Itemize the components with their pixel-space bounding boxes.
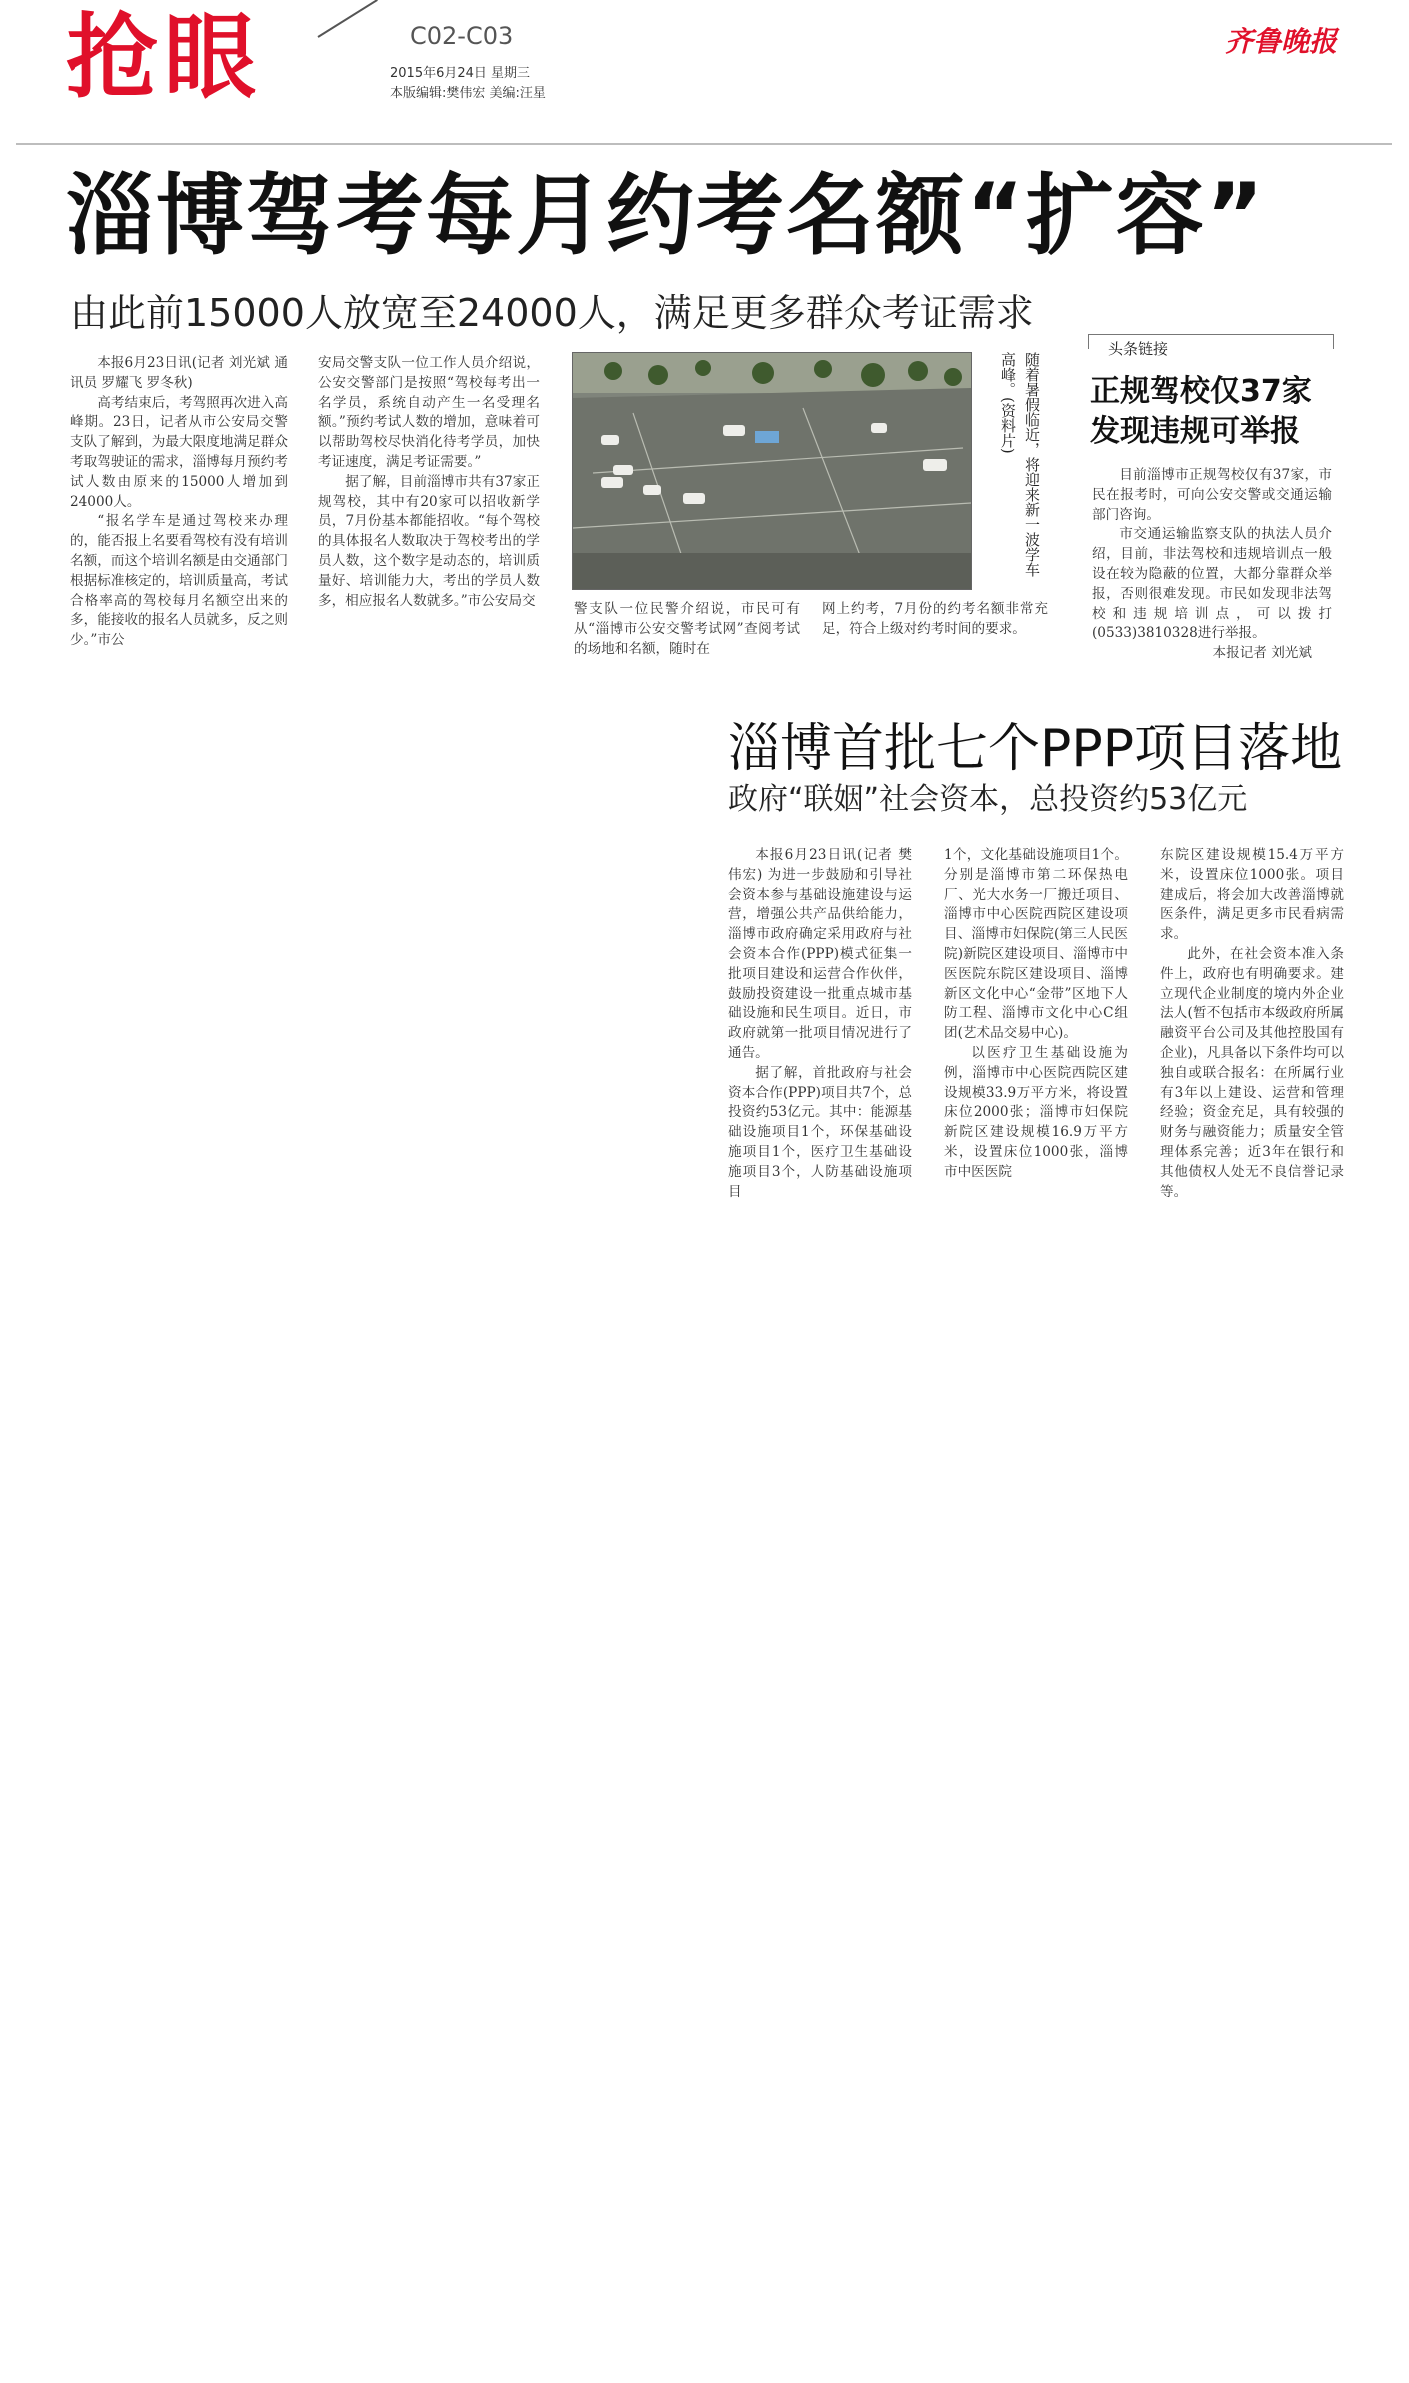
article2-paragraph: 以医疗卫生基础设施为例，淄博市中心医院西院区建设规模33.9万平方米，将设置床位2000张；淄博市妇保院新院区建设规模16.9万平方米，设置床位1000张，淄博市中医医院 xyxy=(944,1044,1128,1180)
photo-caption: 随着暑假临近，将迎来新一波学车高峰。(资料片) xyxy=(999,352,1041,577)
section-logo: 抢眼 xyxy=(66,4,263,111)
editors-line: 本版编辑:樊伟宏 美编:汪星 xyxy=(390,86,546,101)
article1-column-3 xyxy=(574,600,800,659)
sidebar-body xyxy=(1092,466,1332,664)
driving-test-field-photo xyxy=(572,352,972,590)
article2-paragraph: 东院区建设规模15.4万平方米，设置床位1000张。项目建成后，将会加大改善淄博就医条件，满足更多市民看病需求。 xyxy=(1160,847,1344,943)
sidebar-tag: 头条链接 xyxy=(1104,338,1172,359)
article1-paragraph: 网上约考，7月份的约考名额非常充足，符合上级对约考时间的要求。 xyxy=(822,601,1048,637)
article1-column-2 xyxy=(318,354,540,611)
article2-paragraph: 1个，文化基础设施项目1个。分别是淄博市第二环保热电厂、光大水务一厂搬迁项目、淄博市中心医院西院区建设项目、淄博市妇保院(第三人民医院)新院区建设项目、淄博市中医医院东院区建设项目、淄博新区文化中心“金带”区地下人防工程、淄博市文化中心C组团(艺术品交易中心)。 xyxy=(944,847,1128,1042)
article1-paragraph: 安局交警支队一位工作人员介绍说，公安交警部门是按照“驾校每考出一名学员，系统自动产生一名受理名额。”预约考试人数的增加，意味着可以帮助驾校尽快消化待考学员，加快考证速度，满足考证需要。” xyxy=(318,355,540,470)
article1-paragraph: 本报6月23日讯(记者 刘光斌 通讯员 罗耀飞 罗冬秋) xyxy=(70,355,288,391)
page-numbers: C02-C03 xyxy=(410,22,514,50)
sidebar-paragraph: 目前淄博市正规驾校仅有37家，市民在报考时，可向公安交警或交通运输部门咨询。 xyxy=(1092,467,1332,523)
article2-subheadline: 政府“联姻”社会资本，总投资约53亿元 xyxy=(728,782,1248,817)
article1-paragraph: 据了解，目前淄博市共有37家正规驾校，其中有20家可以招收新学员，7月份基本都能招收。“每个驾校的具体报名人数取决于驾校考出的学员人数，这个数字是动态的，培训质量好、培训能力大，考出的学员人数多，相应报名人数就多。”市公安局交 xyxy=(318,473,540,609)
header-divider xyxy=(317,0,377,38)
sidebar-title-line: 正规驾校仅37家 xyxy=(1090,374,1312,409)
sidebar-byline: 本报记者 刘光斌 xyxy=(1212,645,1312,662)
article1-column-4 xyxy=(822,600,1048,640)
article2-column-3 xyxy=(1160,846,1344,1202)
issue-date: 2015年6月24日 星期三 xyxy=(390,66,531,81)
sidebar-title-line: 发现违规可举报 xyxy=(1090,414,1300,449)
article1-paragraph: 高考结束后，考驾照再次进入高峰期。23日，记者从市公安局交警支队了解到，为最大限度地满足群众考取驾驶证的需求，淄博每月预约考试人数由原来的15000人增加到24000人。 xyxy=(70,394,288,510)
article1-paragraph: “报名学车是通过驾校来办理的，能否报上名要看驾校有没有培训名额，而这个培训名额是由交通部门根据标准核定的，培训质量高，考试合格率高的驾校每月名额空出来的多，能接收的报名人员就多，反之则少。”市公 xyxy=(70,513,288,649)
article1-column-1 xyxy=(70,354,288,651)
sidebar-paragraph: 市交通运输监察支队的执法人员介绍，目前，非法驾校和违规培训点一般设在较为隐蔽的位置，大都分靠群众举报，否则很难发现。市民如发现非法驾校和违规培训点，可以拨打(0533)3810328进行举报。 xyxy=(1092,526,1332,642)
header-rule xyxy=(16,143,1392,145)
headline: 淄博驾考每月约考名额“扩容” xyxy=(66,164,1266,267)
photo-illustration xyxy=(573,353,971,589)
article2-column-2 xyxy=(944,846,1128,1183)
article2-paragraph: 本报6月23日讯(记者 樊伟宏) 为进一步鼓励和引导社会资本参与基础设施建设与运营，增强公共产品供给能力，淄博市政府确定采用政府与社会资本合作(PPP)模式征集一批项目建设和运营合作伙伴，鼓励投资建设一批重点城市基础设施和民生项目。近日，市政府就第一批项目情况进行了通告。 xyxy=(728,847,912,1061)
newspaper-logo: 齐鲁晚报 xyxy=(1224,25,1337,58)
sidebar-title xyxy=(1090,372,1312,452)
article2-column-1 xyxy=(728,846,912,1202)
article2-headline: 淄博首批七个PPP项目落地 xyxy=(728,719,1343,779)
subheadline: 由此前15000人放宽至24000人，满足更多群众考证需求 xyxy=(70,291,1034,335)
article2-paragraph: 据了解，首批政府与社会资本合作(PPP)项目共7个，总投资约53亿元。其中：能源基础设施项目1个，环保基础设施项目1个，医疗卫生基础设施项目3个，人防基础设施项目 xyxy=(728,1064,912,1200)
article1-paragraph: 警支队一位民警介绍说，市民可有从“淄博市公安交警考试网”查阅考试的场地和名额，随时在 xyxy=(574,601,800,657)
article2-paragraph: 此外，在社会资本准入条件上，政府也有明确要求。建立现代企业制度的境内外企业法人(暂不包括市本级政府所属融资平台公司及其他控股国有企业)，凡具备以下条件均可以独自或联合报名：在所属行业有3年以上建设、运营和管理经验；资金充足，具有较强的财务与融资能力；质量安全管理体系完善；近3年在银行和其他债权人处无不良信誉记录等。 xyxy=(1160,945,1344,1200)
